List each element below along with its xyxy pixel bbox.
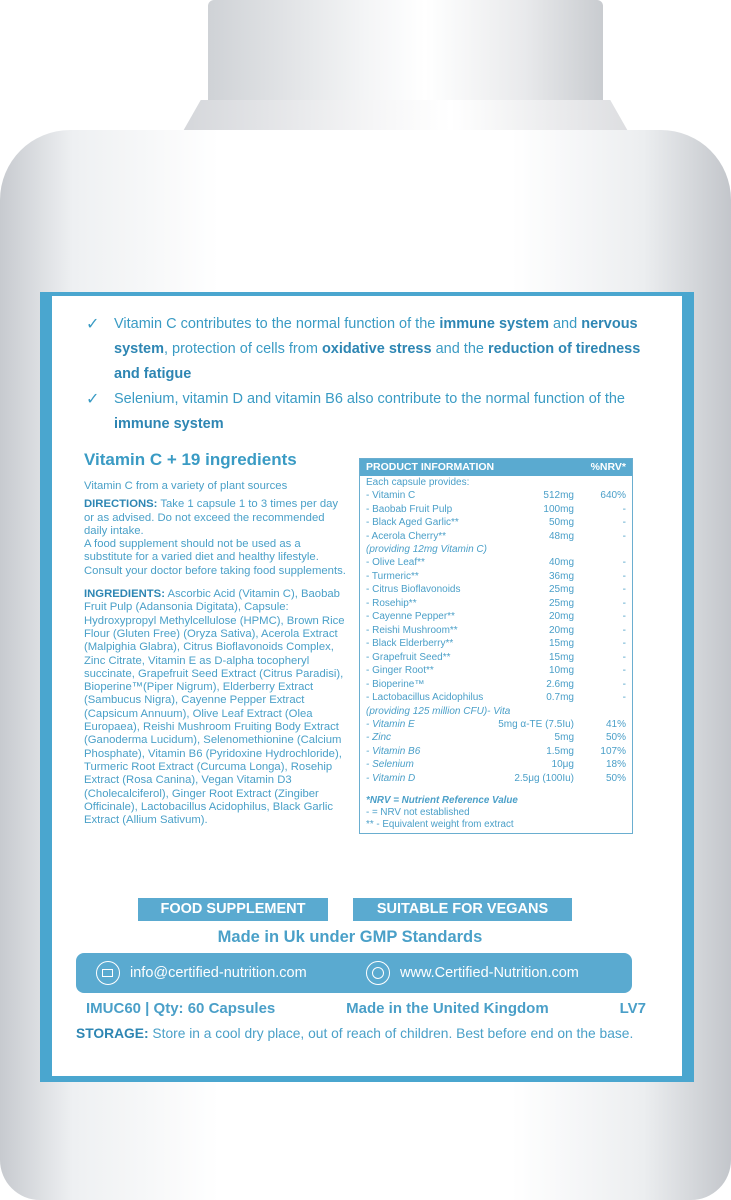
table-row: - Zinc 5mg 50% <box>366 732 626 743</box>
table-row: - Selenium 10μg 18% <box>366 759 626 770</box>
website-text: www.Certified-Nutrition.com <box>400 965 579 981</box>
product-code-line <box>86 1000 646 1017</box>
table-row: - Grapefruit Seed** 15mg - <box>366 651 626 663</box>
table-row: - Reishi Mushroom** 20mg - <box>366 624 626 636</box>
table-footnote: ** - Equivalent weight from extract <box>366 819 514 830</box>
warning: A food supplement should not be used as a substitute for a varied diet and healthy lifestyle. Consult your doctor before taking food supplements. <box>84 538 346 577</box>
lot-code: LV7 <box>619 1000 646 1017</box>
website-contact <box>366 953 579 993</box>
table-row: - Black Aged Garlic** 50mg - <box>366 517 626 528</box>
table-row: - Rosehip** 25mg - <box>366 597 626 609</box>
product-code: IMUC60 | Qty: 60 Capsules <box>86 1000 276 1017</box>
check-icon: ✓ <box>86 316 100 333</box>
email-contact <box>96 953 307 993</box>
globe-icon <box>366 961 390 985</box>
table-row: - Vitamin E 5mg α-TE (7.5Iu) 41% <box>366 718 626 730</box>
table-note: (providing 125 million CFU)- Vita <box>366 705 511 717</box>
envelope-icon <box>96 961 120 985</box>
origin: Made in the United Kingdom <box>346 1000 549 1017</box>
table-row: - Vitamin C 512mg 640% <box>366 490 626 501</box>
table-row: - Lactobacillus Acidophilus 0.7mg - <box>366 692 626 703</box>
table-row: - Baobab Fruit Pulp 100mg - <box>366 503 626 515</box>
table-row: - Cayenne Pepper** 20mg - <box>366 611 626 622</box>
benefit-item: ✓ Selenium, vitamin D and vitamin B6 also contribute to the normal function of the immune system <box>86 387 666 437</box>
table-row: - Acerola Cherry** 48mg - <box>366 530 626 542</box>
table-intro: Each capsule provides: <box>366 477 470 488</box>
storage-info: STORAGE: Store in a cool dry place, out of reach of children. Best before end on the base. <box>76 1026 634 1041</box>
table-row: - Vitamin D 2.5μg (100Iu) 50% <box>366 772 626 784</box>
email-text: info@certified-nutrition.com <box>130 965 307 981</box>
food-supplement-badge: FOOD SUPPLEMENT <box>138 898 328 921</box>
product-heading: Vitamin C + 19 ingredients <box>84 450 297 469</box>
left-column <box>84 450 350 827</box>
vegan-badge: SUITABLE FOR VEGANS <box>353 898 572 921</box>
benefits-list <box>86 312 666 437</box>
table-row: - Black Elderberry** 15mg - <box>366 638 626 649</box>
table-row: - Vitamin B6 1.5mg 107% <box>366 745 626 757</box>
contact-bar <box>76 953 632 993</box>
product-information-table <box>359 458 633 834</box>
check-icon: ✓ <box>86 391 100 408</box>
table-row: - Ginger Root** 10mg - <box>366 665 626 676</box>
table-row: - Olive Leaf** 40mg - <box>366 557 626 568</box>
table-footnote: - = NRV not established <box>366 807 470 818</box>
table-row: - Bioperine™ 2.6mg - <box>366 678 626 690</box>
benefit-item: ✓ Vitamin C contributes to the normal function of the immune system and nervous system, protection of cells from oxidative stress and the reduction of tiredness and fatigue <box>86 312 666 387</box>
product-subtitle: Vitamin C from a variety of plant sources <box>84 480 288 492</box>
table-note: (providing 12mg Vitamin C) <box>366 544 487 555</box>
ingredients: INGREDIENTS: Ascorbic Acid (Vitamin C), Baobab Fruit Pulp (Adansonia Digitata), Capsule: Hydroxypropyl Methylcellulose (HPMC), Brown Rice Flour (Gluten Free) (Oryza Sativa), Acerola Extract (Malpighia Glabra), Citrus Bioflavonoids Complex, Zinc Citrate, Vitamin E as D-alpha tocopheryl succinate, Grapefruit Seed Extract (Citrus Paradisi), Bioperine™(Piper Nigrum), Elderberry Extract (Sambucus Nigra), Cayenne Pepper Extract (Capsicum Annuum), Olive Leaf Extract (Olea Europaea), Reishi Mushroom Fruiting Body Extract (Ganoderma Lucidum), Selenomethionine (Calcium Phosphate), Vitamin B6 (Pyridoxine Hydrochloride), Turmeric Root Extract (Curcuma Longa), Rosehip Extract (Rosa Canina), Vegan Vitamin D3 (Cholecalciferol), Ginger Root Extract (Zingiber Officinale), Lactobacillus Acidophilus, Black Garlic Extract (Allium Sativum). <box>84 588 345 827</box>
table-header: PRODUCT INFORMATION %NRV* <box>360 459 632 476</box>
directions: DIRECTIONS: Take 1 capsule 1 to 3 times per day or as advised. Do not exceed the recommended daily intake. <box>84 498 339 537</box>
gmp-statement: Made in Uk under GMP Standards <box>217 928 483 946</box>
bottle-cap <box>208 0 603 112</box>
table-row: - Citrus Bioflavonoids 25mg - <box>366 584 626 595</box>
table-footnote: *NRV = Nutrient Reference Value <box>366 795 518 806</box>
table-row: - Turmeric** 36mg - <box>366 570 626 582</box>
